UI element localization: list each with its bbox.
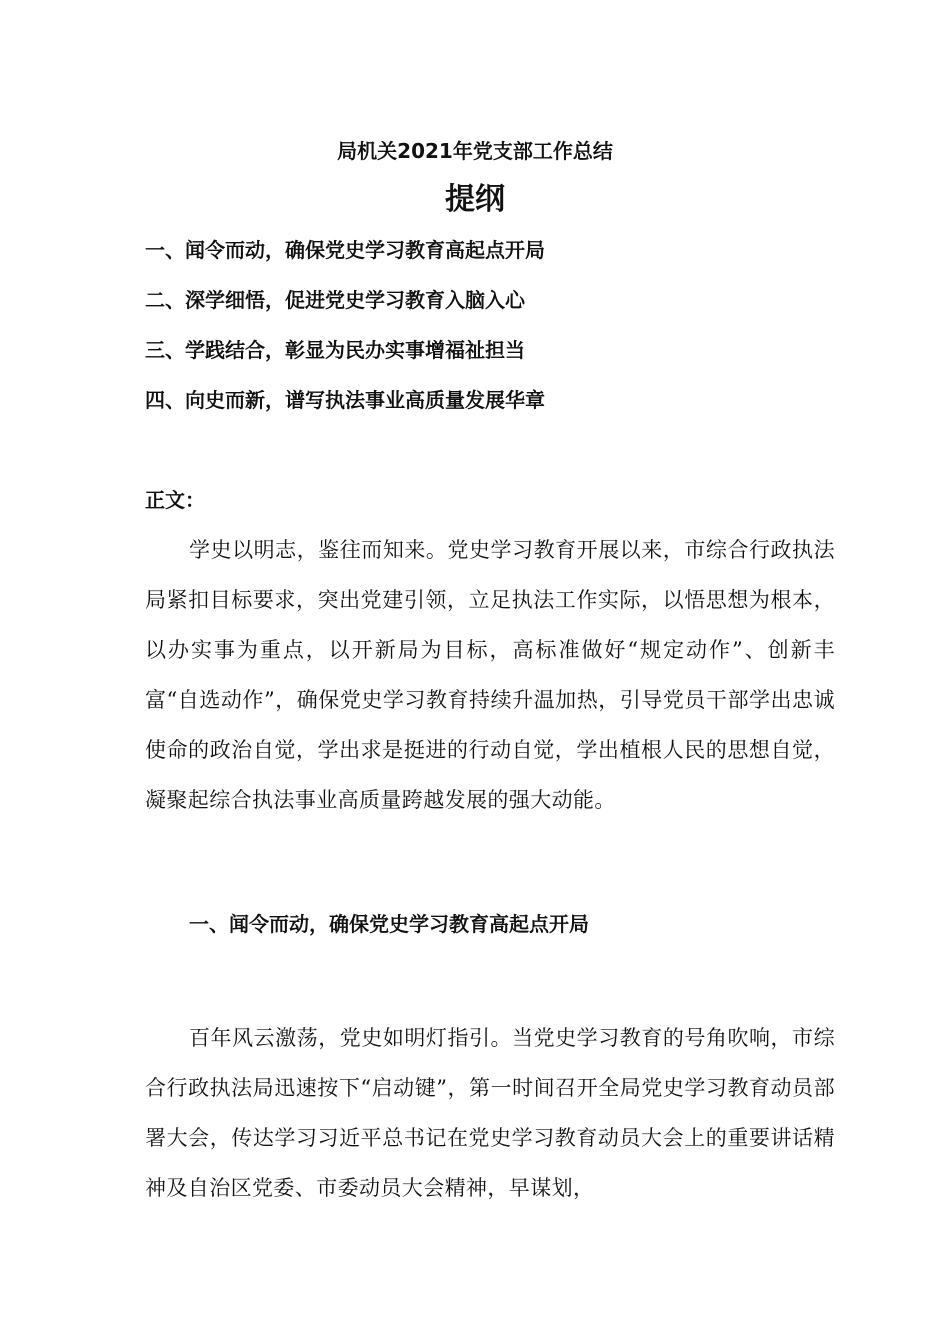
outline-item-2: 二、深学细悟，促进党史学习教育入脑入心: [145, 288, 525, 312]
outline-list: [145, 232, 845, 432]
outline-item-4: 四、向史而新，谱写执法事业高质量发展华章: [145, 388, 545, 412]
section-1-paragraph: 百年风云激荡，党史如明灯指引。当党史学习教育的号角吹响，市综合行政执法局迅速按下“启动键”，第一时间召开全局党史学习教育动员部署大会，传达学习习近平总书记在党史学习教育动员大会上的重要讲话精神及自治区党委、市委动员大会精神，早谋划，: [145, 1026, 835, 1200]
outline-heading: 提纲: [445, 182, 505, 217]
section-1-heading: 一、闻令而动，确保党史学习教育高起点开局: [189, 912, 589, 936]
body-label: 正文：: [145, 488, 205, 512]
outline-item-3: 三、学践结合，彰显为民办实事增福祉担当: [145, 338, 525, 362]
outline-item-1: 一、闻令而动，确保党史学习教育高起点开局: [145, 238, 545, 262]
intro-paragraph: 学史以明志，鉴往而知来。党史学习教育开展以来，市综合行政执法局紧扣目标要求，突出党建引领，立足执法工作实际，以悟思想为根本，以办实事为重点，以开新局为目标，高标准做好“规定动作”、创新丰富“自选动作”，确保党史学习教育持续升温加热，引导党员干部学出忠诚使命的政治自觉，学出求是挺进的行动自觉，学出植根人民的思想自觉，凝聚起综合执法事业高质量跨越发展的强大动能。: [145, 538, 835, 812]
document-title: 局机关2021年党支部工作总结: [337, 139, 613, 163]
